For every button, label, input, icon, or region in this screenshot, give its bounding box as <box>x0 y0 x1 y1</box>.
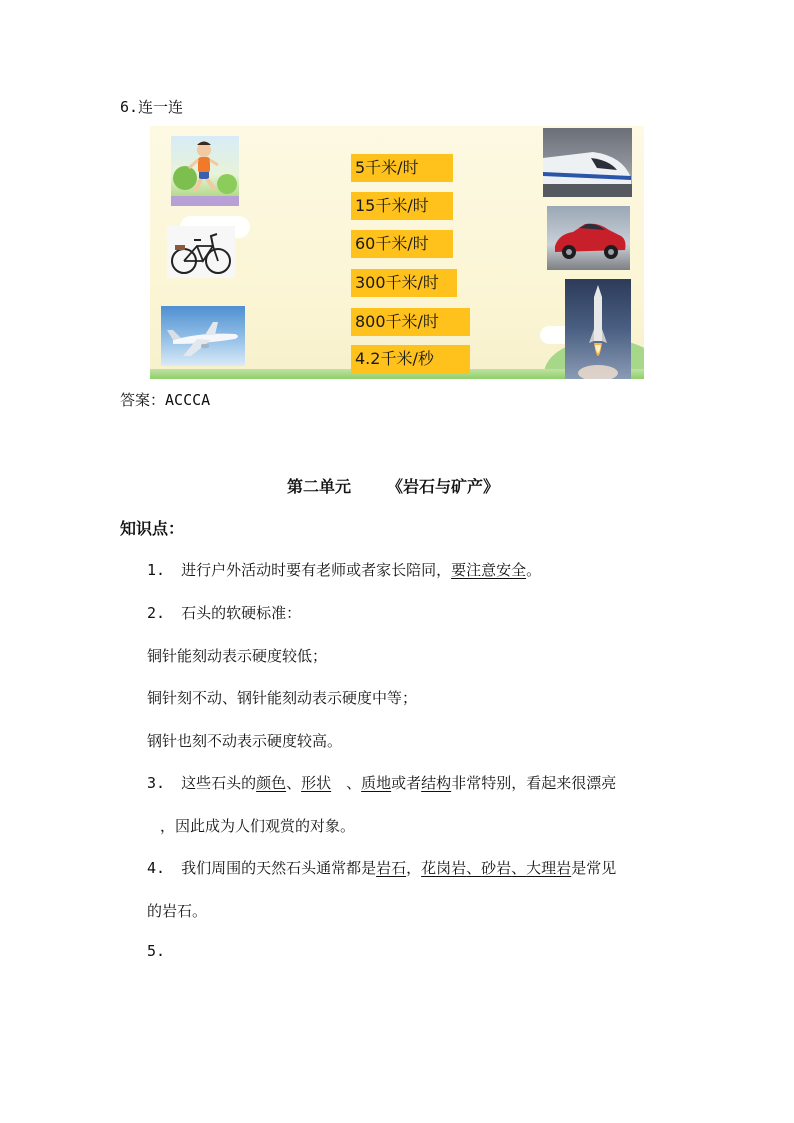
question-title <box>120 96 183 117</box>
item-text: 进行户外活动时要有老师或者家长陪同， <box>181 561 452 579</box>
underlined-term: 、 <box>466 859 482 877</box>
knowledge-item-4-continued: 的岩石。 <box>147 902 208 920</box>
matching-exercise-panel <box>150 126 644 379</box>
underlined-term: 形状 <box>301 774 332 792</box>
underlined-term: 要注意安全 <box>451 561 527 579</box>
item-text: 、 <box>286 774 302 792</box>
high-speed-train-image <box>543 128 632 197</box>
item-text: 是常见 <box>571 859 617 877</box>
unit-title <box>287 474 499 497</box>
knowledge-item-3-continued: ，因此成为人们观赏的对象。 <box>160 817 356 835</box>
speed-option-3: 60千米/时 <box>351 230 453 258</box>
item-text: 石头的软硬标准： <box>181 604 302 622</box>
unit-name: 《岩石与矿产》 <box>387 477 500 496</box>
answer-value: ACCCA <box>165 391 211 409</box>
speed-option-5: 800千米/时 <box>351 308 470 336</box>
underlined-term: 颜色 <box>256 774 287 792</box>
knowledge-item-3 <box>147 772 616 793</box>
question-title-text: 6.连一连 <box>120 98 184 116</box>
item-text: 我们周围的天然石头通常都是 <box>181 859 377 877</box>
item-number: 5. <box>147 942 166 960</box>
speed-option-4: 300千米/时 <box>351 269 457 297</box>
hardness-line-3: 钢针也刻不动表示硬度较高。 <box>147 732 343 750</box>
underlined-term: 质地 <box>361 774 392 792</box>
item-number: 1. <box>147 561 166 579</box>
item-text: 非常特别，看起来很漂亮 <box>451 774 617 792</box>
underlined-term: 砂岩 <box>481 859 512 877</box>
speed-option-2: 15千米/时 <box>351 192 453 220</box>
knowledge-heading: 知识点： <box>120 519 185 538</box>
knowledge-item-4 <box>147 857 616 878</box>
item-text: 或者 <box>391 774 422 792</box>
airplane-image <box>161 306 245 366</box>
item-text: 这些石头的 <box>181 774 257 792</box>
speed-option-1: 5千米/时 <box>351 154 453 182</box>
bicycle-image <box>167 226 235 278</box>
rocket-image <box>565 279 631 379</box>
underlined-term: 、 <box>511 859 527 877</box>
hardness-line-2: 铜针刻不动、钢针能刻动表示硬度中等； <box>147 689 418 707</box>
unit-number: 第二单元 <box>287 477 352 496</box>
item-text: 。 <box>526 561 542 579</box>
knowledge-item-2 <box>147 602 301 623</box>
answer-label: 答案： <box>120 391 166 409</box>
answer-line <box>120 389 210 410</box>
underlined-term: 岩石 <box>376 859 407 877</box>
knowledge-item-1 <box>147 559 541 580</box>
item-text: ， <box>406 859 422 877</box>
underlined-term: 结构 <box>421 774 452 792</box>
speed-option-6: 4.2千米/秒 <box>351 345 470 373</box>
knowledge-item-5 <box>147 942 165 960</box>
item-text: 、 <box>331 774 362 792</box>
item-number: 4. <box>147 859 166 877</box>
underlined-term: 花岗岩 <box>421 859 467 877</box>
hardness-line-1: 铜针能刻动表示硬度较低； <box>147 647 328 665</box>
underlined-term: 大理岩 <box>526 859 572 877</box>
car-image <box>547 206 630 270</box>
item-number: 2. <box>147 604 166 622</box>
running-child-image <box>171 136 239 206</box>
item-number: 3. <box>147 774 166 792</box>
